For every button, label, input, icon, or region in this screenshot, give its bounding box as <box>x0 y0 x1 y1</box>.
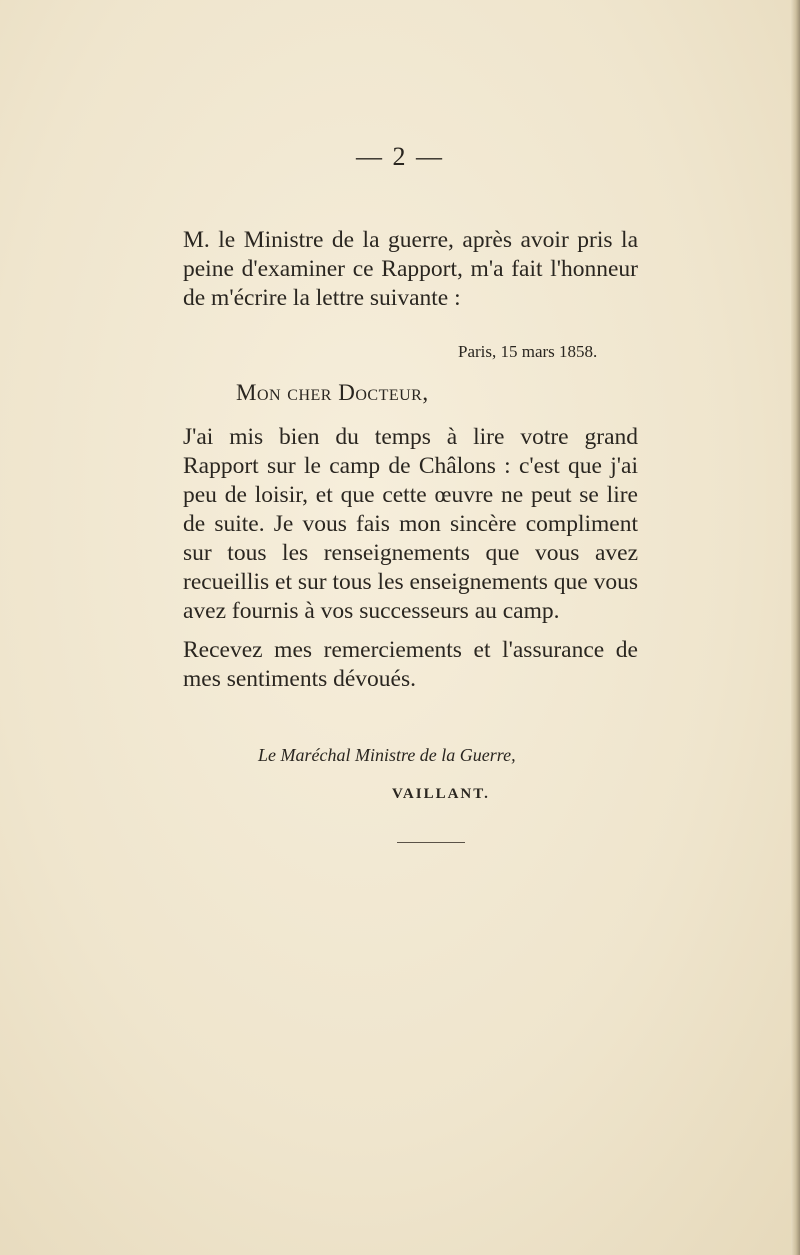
letter-date: Paris, 15 mars 1858. <box>458 342 598 361</box>
signature-title: Le Maréchal Ministre de la Guerre, <box>258 745 516 765</box>
letter-body-paragraph-1: J'ai mis bien du temps à lire votre grand Rapport sur le camp de Châlons : c'est que j'ai peu de loisir, et que cette œuvre ne peut se lire de suite. Je vous fais mon sincère compliment sur tous les renseignements que vous avez recueillis et sur tous les enseignements que vous avez fournis à vos successeurs au camp. <box>183 424 638 624</box>
letter-salutation: Mon cher Docteur, <box>236 380 429 405</box>
letter-body-paragraph-2: Recevez mes remerciements et l'assurance de mes sentiments dévoués. <box>183 637 638 692</box>
page-number: — 2 — <box>356 142 444 171</box>
page-edge <box>791 0 800 1255</box>
intro-paragraph: M. le Ministre de la guerre, après avoir pris la peine d'examiner ce Rapport, m'a fait l'honneur de m'écrire la lettre suivante : <box>183 227 638 311</box>
end-rule <box>397 842 465 843</box>
signature-name: VAILLANT. <box>392 786 490 802</box>
